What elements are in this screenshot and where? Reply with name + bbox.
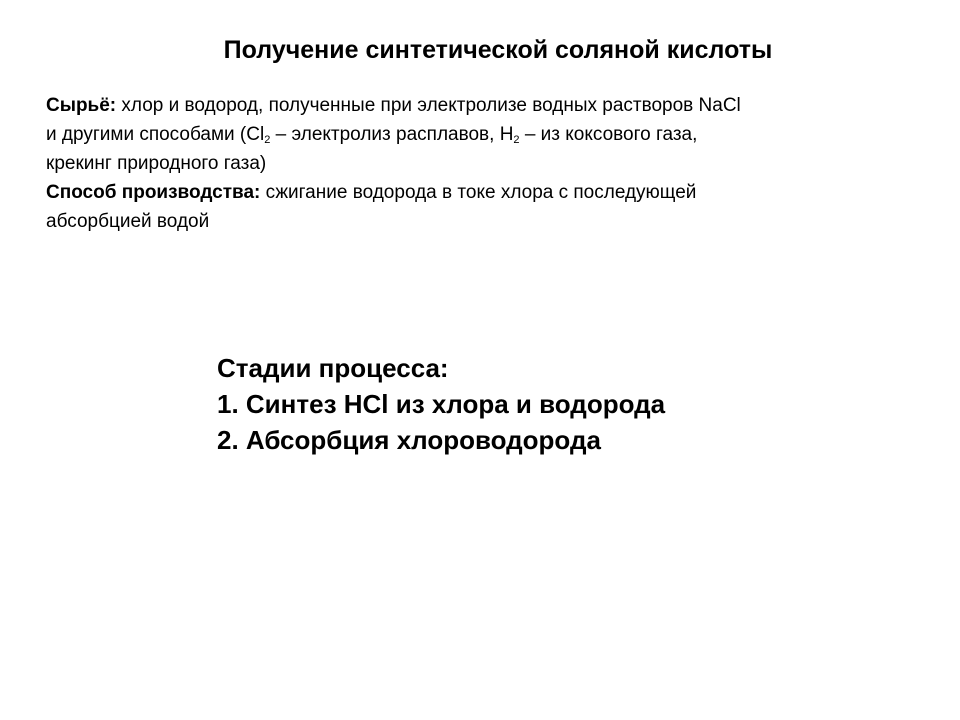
raw-materials-text-2c: – из коксового газа, bbox=[519, 124, 698, 145]
raw-materials-text-2b: – электролиз расплавов, H bbox=[270, 124, 514, 145]
raw-materials-label: Сырьё: bbox=[46, 95, 117, 116]
raw-materials-line-3: крекинг природного газа) bbox=[46, 153, 267, 174]
raw-materials-text-1: хлор и водород, полученные при электролизе водных растворов NaCl bbox=[116, 95, 741, 116]
raw-materials-line-1 bbox=[46, 91, 926, 120]
production-method-line-2: абсорбцией водой bbox=[46, 211, 210, 232]
production-method-label: Способ производства: bbox=[46, 182, 261, 203]
process-stages bbox=[217, 350, 837, 458]
cl-subscript: 2 bbox=[264, 134, 271, 146]
production-method-text-1: сжигание водорода в токе хлора с последующей bbox=[260, 182, 697, 203]
stages-heading: Стадии процесса: bbox=[217, 353, 449, 383]
h-subscript: 2 bbox=[513, 134, 520, 146]
raw-materials-block bbox=[46, 91, 926, 236]
raw-materials-text-2a: и другими способами (Cl bbox=[46, 124, 265, 145]
stage-item-1: 1. Синтез HCl из хлора и водорода bbox=[217, 389, 666, 419]
production-method-line-1 bbox=[46, 178, 926, 207]
slide-title: Получение синтетической соляной кислоты bbox=[223, 36, 773, 64]
raw-materials-line-2 bbox=[46, 120, 926, 149]
stage-item-2: 2. Абсорбция хлороводорода bbox=[217, 425, 601, 455]
